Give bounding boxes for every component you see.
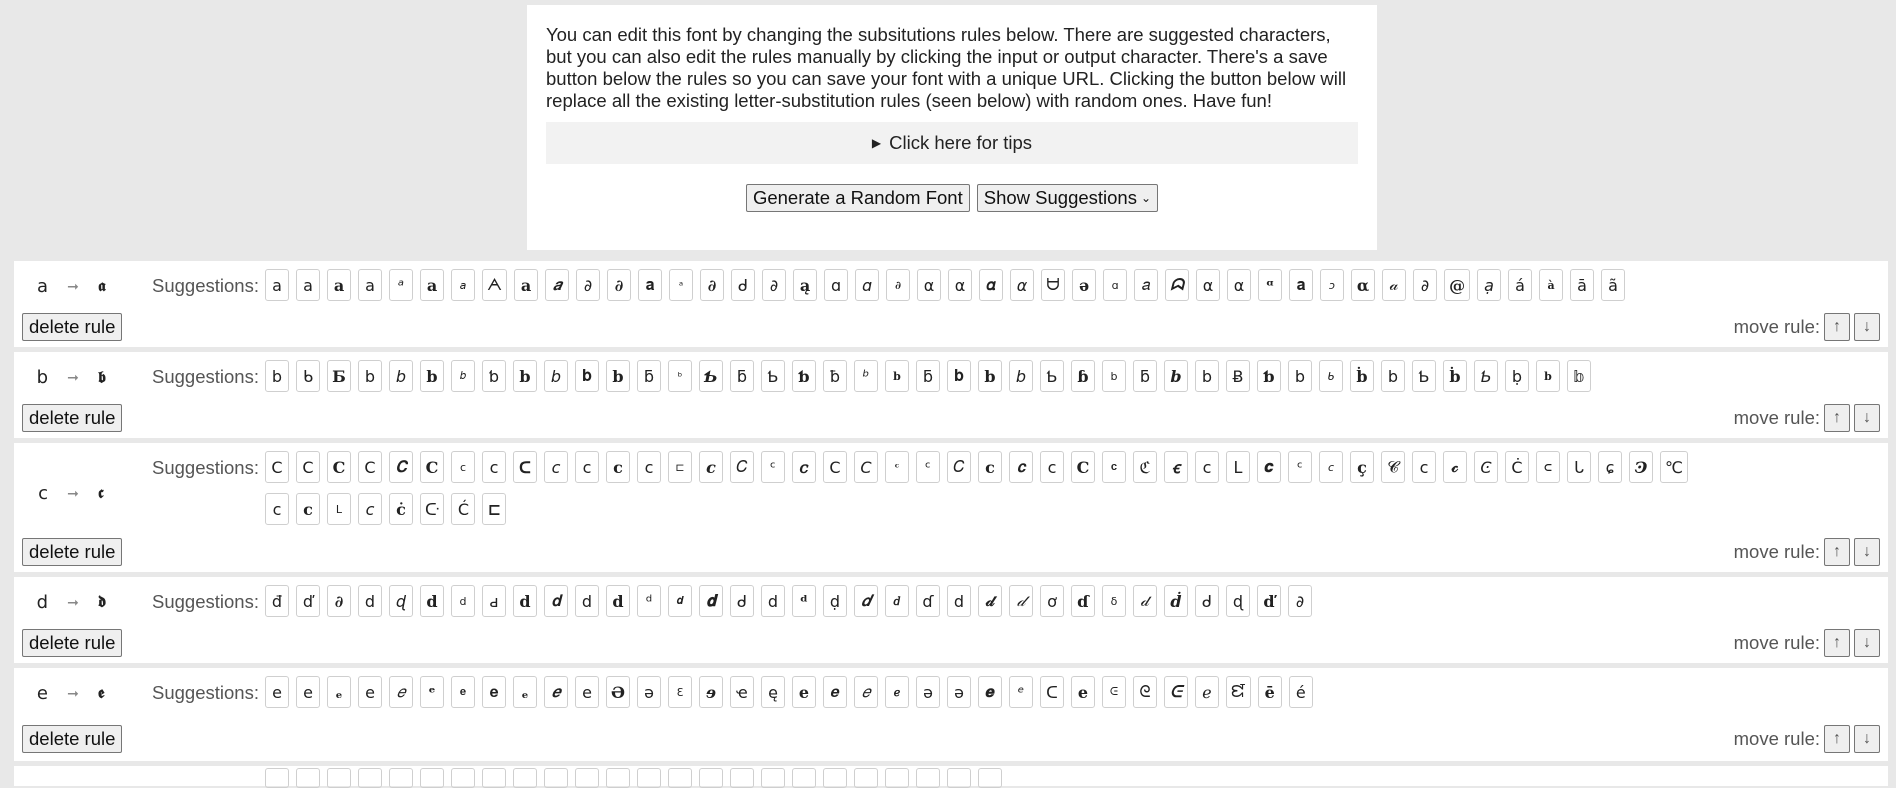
move-rule-label: move rule: <box>1733 541 1820 562</box>
move-up-button[interactable]: ↑ <box>1824 538 1850 566</box>
suggestion-chip[interactable]: ᑲ <box>296 360 320 392</box>
suggestion-chip[interactable]: b <box>606 360 630 392</box>
suggestion-chip[interactable]: ə <box>1072 269 1096 301</box>
suggestion-chip[interactable]: ɑ <box>1103 269 1127 301</box>
rule-mapping <box>14 261 154 311</box>
suggestion-chip[interactable]: d <box>575 585 599 617</box>
suggestion-chip[interactable]: ᶜ <box>1288 451 1312 483</box>
rule-mapping <box>14 577 154 627</box>
suggestion-chip[interactable]: ę <box>761 676 785 708</box>
suggestion-chip[interactable]: 𝐚 <box>420 269 444 301</box>
suggestion-chip[interactable]: c <box>265 493 289 525</box>
move-down-button[interactable]: ↓ <box>1854 313 1880 341</box>
suggestion-chip[interactable]: é <box>1289 676 1313 708</box>
suggestion-chip[interactable]: ɑ <box>855 269 879 301</box>
suggestion-chip[interactable]: b <box>420 360 444 392</box>
suggestion-chip[interactable]: d <box>947 585 971 617</box>
suggestion-chip[interactable]: 𝑐 <box>792 451 816 483</box>
suggestion-chip[interactable]: ᗅ <box>482 269 507 301</box>
move-down-button[interactable]: ↓ <box>1854 629 1880 657</box>
suggestion-chip[interactable]: 𝒅 <box>668 585 692 617</box>
suggestion-chip[interactable]: C <box>327 451 351 483</box>
suggestion-chip[interactable]: ɕ <box>1598 451 1622 483</box>
suggestion-chip[interactable]: ď <box>1257 585 1281 617</box>
suggestion-chip[interactable]: b <box>1381 360 1405 392</box>
suggestions-label: Suggestions: <box>152 366 259 387</box>
tips-label: Click here for tips <box>889 132 1033 153</box>
rule-row <box>14 668 1888 761</box>
suggestion-chip[interactable]: ᒪ <box>327 493 351 525</box>
suggestion-chip[interactable]: đ <box>265 585 289 617</box>
suggestion-chip[interactable]: 𝒅 <box>854 585 878 617</box>
suggestion-chip[interactable]: α <box>1010 269 1034 301</box>
move-up-button[interactable]: ↑ <box>1824 725 1850 753</box>
rule-output-char[interactable]: 𝖊 <box>98 683 105 702</box>
rule-input-char[interactable]: e <box>36 682 48 704</box>
suggestion-chip[interactable]: 𝐜 <box>1102 451 1126 483</box>
suggestion-chip[interactable]: ƅ <box>792 360 816 392</box>
suggestion-chip[interactable]: ᵉ <box>1009 676 1033 708</box>
controls <box>546 184 1358 212</box>
suggestion-chip[interactable]: ċ <box>389 493 413 525</box>
suggestion-chip[interactable]: ℃ <box>1660 451 1688 483</box>
generate-random-font-button[interactable]: Generate a Random Font <box>746 184 970 212</box>
suggestion-chip[interactable]: 𝑒 <box>854 676 878 708</box>
suggestion-chip[interactable]: ƃ <box>1133 360 1157 392</box>
suggestion-chip[interactable]: ℭ <box>1133 451 1157 483</box>
intro-text: You can edit this font by changing the subsitutions rules below. There are suggested characters, but you can also edit the rules manually by clicking the input or output character. There's a save button below the rules so you can save your font with a unique URL. Clicking the button below will replace all the existing letter-substitution rules (seen below) with random ones. Have fun! <box>546 24 1347 111</box>
suggestion-chip[interactable]: d <box>358 585 382 617</box>
suggestion-chip[interactable]: Ƅ <box>1474 360 1498 392</box>
suggestion-chips <box>265 585 1688 617</box>
suggestion-chip[interactable]: Ƃ <box>327 360 351 392</box>
move-rule-label: move rule: <box>1733 316 1820 337</box>
suggestion-chip[interactable]: ḅ <box>1505 360 1529 392</box>
suggestions-select[interactable] <box>977 184 1158 212</box>
suggestion-chip[interactable]: d <box>451 585 475 617</box>
suggestion-chip[interactable]: ꞓ <box>1164 451 1188 483</box>
suggestion-chip[interactable]: ạ <box>1477 269 1501 301</box>
partial-suggestions <box>265 768 1002 788</box>
suggestion-chip[interactable]: c <box>451 451 475 483</box>
suggestion-chip[interactable]: 𝐛 <box>947 360 971 392</box>
suggestion-chip[interactable]: 𝐞 <box>1071 676 1095 708</box>
suggestion-chip[interactable]: 𝐶 <box>730 451 754 483</box>
suggestion-chip[interactable]: α <box>1196 269 1220 301</box>
suggestion-chip[interactable]: ∂ <box>607 269 631 301</box>
suggestion-chip[interactable]: b <box>1536 360 1560 392</box>
suggestion-chip[interactable]: 𝐶 <box>947 451 971 483</box>
suggestion-chip[interactable]: ∂ <box>327 585 351 617</box>
rule-row <box>14 443 1888 572</box>
suggestion-chip[interactable]: ᒐ <box>1567 451 1591 483</box>
suggestion-chip[interactable]: 𝐝 <box>699 585 723 617</box>
rule-output-char[interactable]: 𝖈 <box>98 483 104 502</box>
suggestion-chip[interactable]: ç <box>1350 451 1374 483</box>
suggestion-chip[interactable]: ƅ <box>1257 360 1281 392</box>
suggestion-chip[interactable]: ᵃ <box>389 269 413 301</box>
rule-input-char[interactable]: a <box>36 275 48 297</box>
suggestion-chip[interactable]: c <box>699 451 723 483</box>
suggestion-chip[interactable]: 𝐞 <box>482 676 506 708</box>
suggestions-label: Suggestions: <box>152 682 259 703</box>
suggestion-chip[interactable]: ә <box>947 676 971 708</box>
move-rule-label: move rule: <box>1733 632 1820 653</box>
suggestion-chip[interactable]: 𝛼 <box>979 269 1003 301</box>
move-down-button[interactable]: ↓ <box>1854 725 1880 753</box>
suggestion-chip[interactable]: ᑢ <box>420 493 444 525</box>
suggestion-chip[interactable]: ḃ <box>1443 360 1467 392</box>
suggestion-chip[interactable]: 𝒂 <box>545 269 569 301</box>
arrow-icon: ➞ <box>67 684 79 701</box>
suggestion-chip[interactable]: 𝕓 <box>1567 360 1591 392</box>
move-rule-controls <box>1734 629 1880 657</box>
suggestion-chip[interactable]: e <box>265 676 289 708</box>
suggestion-chip[interactable]: 𝐜 <box>1009 451 1033 483</box>
suggestion-chip[interactable]: ƃ <box>637 360 661 392</box>
suggestion-chip[interactable]: ᕮ <box>1164 676 1188 708</box>
suggestion-chip[interactable]: ⊏ <box>668 451 692 483</box>
suggestions-select-value: Show Suggestions <box>983 187 1137 208</box>
move-up-button[interactable]: ↑ <box>1824 629 1850 657</box>
rule-input-char[interactable]: d <box>36 591 48 613</box>
suggestion-chip[interactable]: α <box>917 269 941 301</box>
suggestion-chip[interactable]: ɖ <box>1226 585 1250 617</box>
suggestion-chip[interactable]: ɑ <box>824 269 848 301</box>
suggestion-chip[interactable]: ᶜ <box>885 451 909 483</box>
suggestion-chip[interactable]: d <box>513 585 537 617</box>
suggestion-chip[interactable]: c <box>637 451 661 483</box>
rule-mapping <box>14 352 154 402</box>
suggestion-chip[interactable]: 𝐞 <box>451 676 475 708</box>
arrow-icon: ➞ <box>67 484 79 501</box>
suggestion-chip[interactable]: ƅ <box>482 360 506 392</box>
suggestion-chip[interactable]: ℯ <box>1195 676 1219 708</box>
suggestion-chip[interactable]: b <box>1009 360 1033 392</box>
move-up-button[interactable]: ↑ <box>1824 404 1850 432</box>
suggestion-chip[interactable]: b <box>358 360 382 392</box>
rule-row <box>14 352 1888 438</box>
suggestion-chip[interactable]: 𝑑 <box>885 585 909 617</box>
suggestion-chip[interactable]: ᑕ <box>1040 676 1064 708</box>
chevron-down-icon: ⌄ <box>1140 191 1152 205</box>
suggestion-chip[interactable]: ᵅ <box>1258 269 1282 301</box>
suggestion-chip[interactable]: c <box>1040 451 1064 483</box>
suggestion-chip[interactable]: ḍ <box>823 585 847 617</box>
suggestion-chip[interactable]: ᵉ <box>420 676 444 708</box>
suggestion-chip[interactable]: @ <box>1444 269 1470 301</box>
suggestion-chip[interactable]: ɗ <box>916 585 940 617</box>
suggestion-chip[interactable]: ∂ <box>1288 585 1312 617</box>
suggestion-chip[interactable]: 𝑎 <box>1134 269 1158 301</box>
suggestion-chip[interactable]: b <box>1288 360 1312 392</box>
suggestion-chip[interactable]: ē <box>1258 676 1282 708</box>
suggestions-label: Suggestions: <box>152 591 259 612</box>
suggestion-chip[interactable]: Ć <box>451 493 475 525</box>
suggestion-chip[interactable]: d <box>606 585 630 617</box>
suggestion-chip[interactable]: ᑯ <box>730 585 754 617</box>
suggestion-chip[interactable]: ᵈ <box>637 585 661 617</box>
suggestion-chip[interactable]: ᵃ <box>669 269 693 301</box>
instructions-panel <box>527 5 1377 250</box>
move-rule-controls <box>1734 313 1880 341</box>
suggestion-chip[interactable]: ҽ <box>730 676 754 708</box>
suggestion-chip[interactable]: d <box>761 585 785 617</box>
suggestion-chip[interactable]: 𝑒 <box>389 676 413 708</box>
suggestion-chip[interactable]: c <box>358 493 382 525</box>
suggestion-chips <box>265 269 1688 301</box>
move-rule-controls <box>1734 538 1880 566</box>
suggestion-chip[interactable]: ⊏ <box>482 493 506 525</box>
suggestion-chip[interactable]: 𝐜 <box>978 451 1002 483</box>
suggestion-chip[interactable]: ∂ <box>700 269 724 301</box>
suggestion-chip[interactable]: ą <box>793 269 817 301</box>
rule-input-char[interactable]: b <box>36 366 48 388</box>
rule-output-char[interactable]: 𝖉 <box>98 592 107 611</box>
suggestion-chip[interactable]: 𝐂 <box>389 451 413 483</box>
suggestion-chip[interactable]: ɖ <box>389 585 413 617</box>
suggestion-chip[interactable]: 𝒹 <box>978 585 1002 617</box>
suggestion-chip[interactable]: ɘ <box>699 676 723 708</box>
rule-output-char[interactable]: 𝖆 <box>98 276 106 295</box>
suggestion-chip[interactable]: ℯ <box>885 676 909 708</box>
suggestion-chip[interactable]: ḃ <box>1350 360 1374 392</box>
suggestion-chip[interactable]: ԁ <box>482 585 506 617</box>
suggestion-chip[interactable]: ᶜ <box>916 451 940 483</box>
suggestion-chip[interactable]: b <box>1195 360 1219 392</box>
rule-input-char[interactable]: c <box>38 482 48 504</box>
suggestion-chip[interactable]: a <box>265 269 289 301</box>
move-rule-controls <box>1734 725 1880 753</box>
suggestion-chip[interactable]: ɔ <box>1320 269 1344 301</box>
suggestion-chip[interactable]: 𝒃 <box>1164 360 1188 392</box>
suggestion-chip[interactable]: ḋ <box>1164 585 1188 617</box>
suggestion-chip[interactable]: b <box>885 360 909 392</box>
suggestion-chip[interactable]: Ƅ <box>699 360 723 392</box>
suggestion-chips <box>265 676 1688 708</box>
suggestion-chip[interactable]: ᑲ <box>1319 360 1343 392</box>
suggestion-chip[interactable]: ã <box>1601 269 1625 301</box>
suggestion-chip[interactable]: C <box>823 451 847 483</box>
tips-toggle[interactable] <box>546 122 1358 164</box>
suggestion-chip[interactable]: ɓ <box>1071 360 1095 392</box>
move-up-button[interactable]: ↑ <box>1824 313 1850 341</box>
suggestion-chip[interactable]: ᑯ <box>1195 585 1219 617</box>
suggestion-chip[interactable]: ə <box>916 676 940 708</box>
suggestion-chip[interactable]: 𝒶 <box>1382 269 1406 301</box>
suggestion-chip[interactable]: ƃ <box>916 360 940 392</box>
suggestion-chip[interactable]: ᶜ <box>761 451 785 483</box>
move-down-button[interactable]: ↓ <box>1854 404 1880 432</box>
move-rule-controls <box>1734 404 1880 432</box>
suggestion-chip[interactable]: 𝐚 <box>638 269 662 301</box>
suggestion-chip[interactable]: ə <box>637 676 661 708</box>
suggestion-chip[interactable]: b <box>265 360 289 392</box>
suggestion-chip[interactable]: b <box>389 360 413 392</box>
suggestion-chip[interactable]: ∂ <box>886 269 910 301</box>
rule-row <box>14 261 1888 347</box>
suggestion-chip[interactable]: ɗ <box>1071 585 1095 617</box>
delete-rule-button[interactable]: delete rule <box>22 313 122 341</box>
suggestion-chip[interactable]: 𝒹 <box>1009 585 1033 617</box>
suggestion-chip[interactable]: 𝐜 <box>296 493 320 525</box>
suggestion-chip[interactable]: b <box>513 360 537 392</box>
suggestion-chip[interactable]: a <box>514 269 538 301</box>
suggestion-chip[interactable]: e <box>575 676 599 708</box>
suggestion-chip[interactable]: 𝘢 <box>451 269 475 301</box>
suggestion-chip[interactable]: a <box>296 269 320 301</box>
suggestion-chip[interactable]: ᑕ <box>513 451 537 483</box>
suggestion-chip[interactable]: 𝒆 <box>978 676 1002 708</box>
suggestion-chip[interactable]: e <box>792 676 816 708</box>
suggestion-chip[interactable]: b <box>1102 360 1126 392</box>
suggestion-chip[interactable]: c <box>482 451 506 483</box>
suggestion-chip[interactable]: ᵇ <box>854 360 878 392</box>
suggestion-chip[interactable]: 𝒄 <box>1257 451 1281 483</box>
suggestion-chip[interactable]: α <box>948 269 972 301</box>
suggestion-chip[interactable]: c <box>1319 451 1343 483</box>
suggestion-chip[interactable]: ₑ <box>513 676 537 708</box>
delete-rule-button[interactable]: delete rule <box>22 538 122 566</box>
suggestions-label: Suggestions: <box>152 275 259 296</box>
disclosure-triangle-icon: ▶ <box>871 136 882 150</box>
suggestion-chip[interactable]: C <box>420 451 444 483</box>
suggestion-chip[interactable]: á <box>1508 269 1532 301</box>
suggestion-chip[interactable]: a <box>327 269 351 301</box>
arrow-icon: ➞ <box>67 368 79 385</box>
rule-mapping <box>14 668 154 718</box>
suggestion-chip[interactable]: α <box>1227 269 1251 301</box>
suggestion-chip[interactable]: C <box>854 451 878 483</box>
suggestion-chip[interactable]: 𝒸 <box>1443 451 1467 483</box>
suggestion-chip[interactable]: ⊂ <box>1536 451 1560 483</box>
suggestion-chip[interactable]: ơ <box>1040 585 1064 617</box>
suggestion-chip[interactable]: 𝒆 <box>823 676 847 708</box>
suggestion-chip[interactable]: ₑ <box>327 676 351 708</box>
suggestion-chip[interactable]: ᕮ <box>1102 676 1126 708</box>
suggestion-chip[interactable]: e <box>358 676 382 708</box>
rule-partial <box>14 766 1888 786</box>
suggestion-chip[interactable]: δ <box>1102 585 1126 617</box>
suggestion-chip[interactable]: 𝐛 <box>575 360 599 392</box>
suggestion-chip[interactable]: Ƀ <box>1226 360 1250 392</box>
suggestion-chip[interactable]: ∂ <box>762 269 786 301</box>
delete-rule-button[interactable]: delete rule <box>22 404 122 432</box>
suggestion-chip[interactable]: c <box>544 451 568 483</box>
suggestion-chip[interactable]: ƃ <box>730 360 754 392</box>
suggestion-chip[interactable]: ∂ <box>576 269 600 301</box>
suggestion-chip[interactable]: d <box>420 585 444 617</box>
suggestion-chip[interactable]: 𝐜 <box>606 451 630 483</box>
suggestion-chip[interactable]: b <box>978 360 1002 392</box>
suggestion-chip[interactable]: ᗨ <box>1041 269 1065 301</box>
suggestion-chip[interactable]: ᘓ <box>1133 676 1157 708</box>
suggestion-chip[interactable]: ᵇ <box>668 360 692 392</box>
suggestion-chip[interactable]: c <box>1195 451 1219 483</box>
suggestion-chip[interactable]: 𝒹 <box>1133 585 1157 617</box>
suggestion-chip[interactable]: e <box>296 676 320 708</box>
arrow-icon: ➞ <box>67 593 79 610</box>
suggestion-chip[interactable]: ā <box>1570 269 1594 301</box>
arrow-icon: ➞ <box>67 277 79 294</box>
suggestion-chip[interactable]: ᘿ <box>1226 676 1251 708</box>
suggestion-chip[interactable]: c <box>575 451 599 483</box>
suggestion-chip[interactable]: à <box>1539 269 1563 301</box>
suggestion-chip[interactable]: 𝛂 <box>1351 269 1375 301</box>
move-rule-label: move rule: <box>1733 728 1820 749</box>
suggestion-chip[interactable]: C <box>358 451 382 483</box>
suggestion-chips <box>265 451 1688 525</box>
move-down-button[interactable]: ↓ <box>1854 538 1880 566</box>
suggestion-chip[interactable]: ᑯ <box>731 269 755 301</box>
suggestion-chip[interactable]: 𝐚 <box>1289 269 1313 301</box>
suggestion-chip[interactable]: b <box>544 360 568 392</box>
suggestion-chip[interactable]: Ә <box>606 676 630 708</box>
move-rule-label: move rule: <box>1733 407 1820 428</box>
suggestion-chip[interactable]: ∂ <box>1413 269 1437 301</box>
suggestion-chip[interactable]: 𝓒 <box>1381 451 1405 483</box>
suggestion-chip[interactable]: Ͽ <box>1629 451 1653 483</box>
suggestion-chip[interactable]: 𝑏 <box>451 360 475 392</box>
suggestion-chip[interactable]: Ƅ <box>1040 360 1064 392</box>
suggestion-chip[interactable]: Ċ <box>1505 451 1529 483</box>
suggestion-chip[interactable]: c <box>1412 451 1436 483</box>
delete-rule-button[interactable]: delete rule <box>22 725 122 753</box>
suggestion-chips <box>265 360 1688 392</box>
suggestion-chip[interactable]: ᒪ <box>1226 451 1250 483</box>
suggestion-chip[interactable]: Ƅ <box>761 360 785 392</box>
suggestion-chip[interactable]: 𝒆 <box>544 676 568 708</box>
suggestions-label: Suggestions: <box>152 457 259 478</box>
suggestion-chip[interactable]: Ƅ <box>1412 360 1436 392</box>
rule-output-char[interactable]: 𝖇 <box>98 367 106 386</box>
suggestion-chip[interactable]: 𝐝 <box>544 585 568 617</box>
delete-rule-button[interactable]: delete rule <box>22 629 122 657</box>
suggestion-chip[interactable]: C <box>1071 451 1095 483</box>
suggestion-chip[interactable]: ƀ <box>823 360 847 392</box>
suggestion-chip[interactable]: Ͼ <box>1474 451 1498 483</box>
suggestion-chip[interactable]: ᵈ <box>792 585 816 617</box>
suggestion-chip[interactable]: a <box>358 269 382 301</box>
suggestion-chip[interactable]: C <box>296 451 320 483</box>
suggestion-chip[interactable]: ď <box>296 585 320 617</box>
suggestion-chip[interactable]: ᗣ <box>1165 269 1189 301</box>
rule-row <box>14 577 1888 663</box>
rule-mapping <box>14 468 154 518</box>
suggestion-chip[interactable]: Ɛ <box>668 676 692 708</box>
suggestion-chip[interactable]: C <box>265 451 289 483</box>
